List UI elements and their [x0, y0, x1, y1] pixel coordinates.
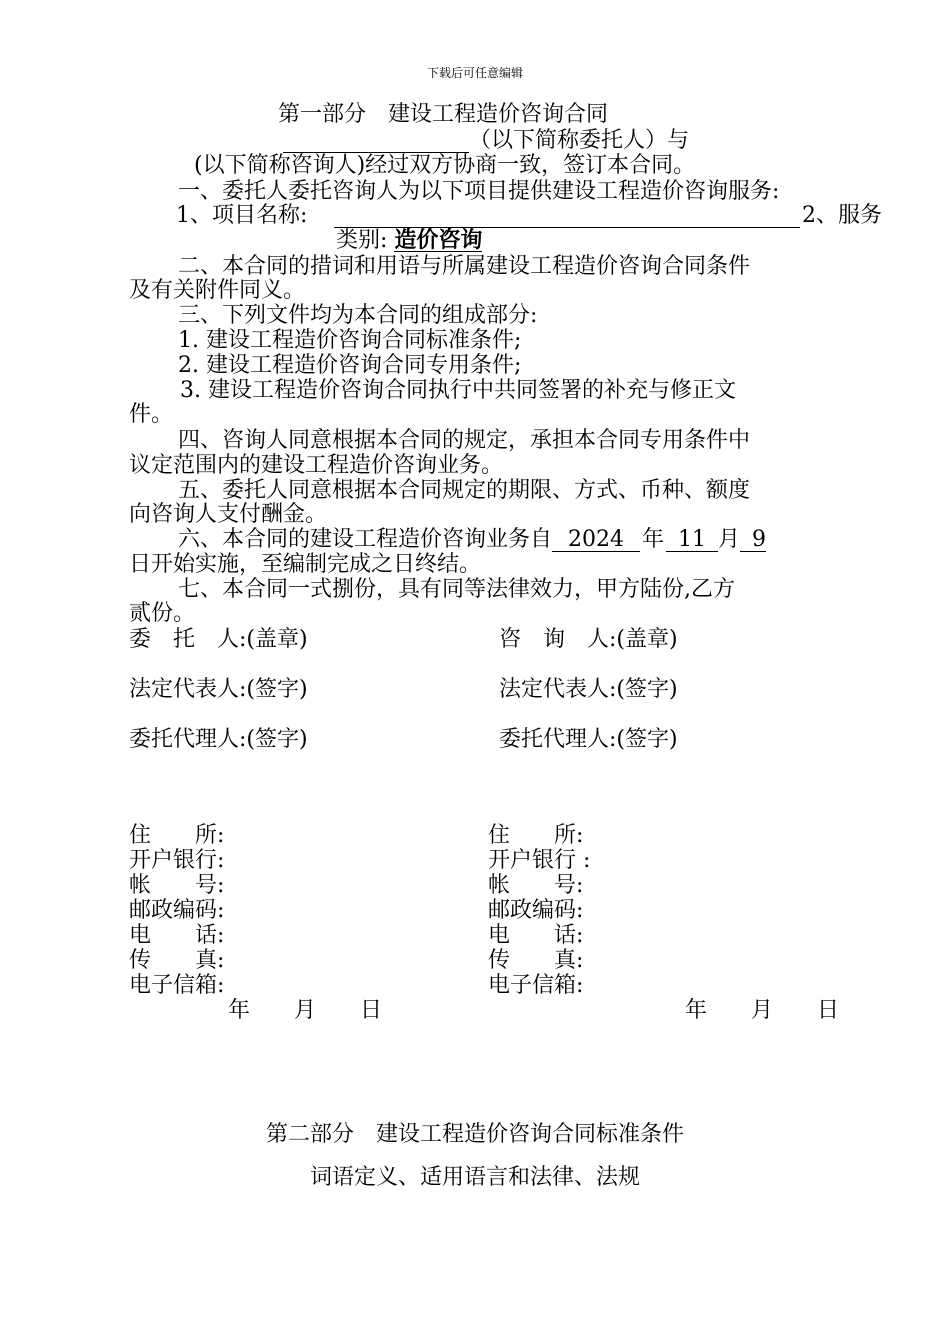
- service-item-label: 2、服务: [802, 203, 882, 228]
- service-type-value: 造价咨询: [394, 227, 483, 253]
- part2-subtitle: 词语定义、适用语言和法律、法规: [309, 1165, 640, 1190]
- clause-6-prefix: 六、本合同的建设工程造价咨询业务自: [178, 527, 553, 552]
- clause-3: 三、下列文件均为本合同的组成部分:: [178, 303, 538, 328]
- date-left: 年 月 日: [228, 998, 383, 1023]
- contact-right-postcode: 邮政编码:: [488, 898, 584, 923]
- sig-left-legal-rep: 法定代表人:(签字): [129, 677, 308, 702]
- service-type-line: [336, 228, 482, 254]
- sig-right-consultant: 咨 询 人:(盖章): [499, 627, 678, 652]
- contact-left-bank: 开户银行:: [129, 848, 225, 873]
- clause-7-line1: 七、本合同一式捌份，具有同等法律效力，甲方陆份,乙方: [178, 577, 735, 602]
- page-header: 下载后可任意编辑: [426, 66, 523, 80]
- project-name-label: 1、项目名称:: [176, 203, 308, 228]
- part1-title: 第一部分 建设工程造价咨询合同: [278, 102, 609, 127]
- clause-5-line2: 向咨询人支付酬金。: [129, 502, 328, 527]
- contact-left-phone: 电 话:: [129, 923, 225, 948]
- contact-left-postcode: 邮政编码:: [129, 898, 225, 923]
- date-right: 年 月 日: [685, 998, 840, 1023]
- contact-right-fax: 传 真:: [488, 948, 584, 973]
- start-year: 2024: [552, 529, 640, 552]
- doc-item-3-line2: 件。: [129, 402, 174, 427]
- contact-right-bank: 开户银行 :: [488, 848, 591, 873]
- clause-7-line2: 贰份。: [129, 601, 196, 626]
- clause-6-line2: 日开始实施，至编制完成之日终结。: [129, 552, 482, 577]
- year-unit: 年: [642, 527, 665, 552]
- start-day: 9: [740, 529, 766, 552]
- sig-right-agent: 委托代理人:(签字): [499, 727, 678, 752]
- contact-right-account: 帐 号:: [488, 873, 584, 898]
- service-type-label: 类别:: [336, 228, 388, 253]
- party-line: [283, 128, 689, 154]
- clause-5-line1: 五、委托人同意根据本合同规定的期限、方式、币种、额度: [178, 478, 751, 503]
- clause-2-line1: 二、本合同的措词和用语与所属建设工程造价咨询合同条件: [178, 254, 751, 279]
- sig-left-entrusting: 委 托 人:(盖章): [129, 627, 308, 652]
- clause-4-line2: 议定范围内的建设工程造价咨询业务。: [129, 453, 504, 478]
- sig-left-agent: 委托代理人:(签字): [129, 727, 308, 752]
- month-unit: 月: [718, 527, 741, 552]
- project-name-blank: [334, 203, 800, 229]
- contact-right-email: 电子信箱:: [488, 973, 584, 998]
- contact-left-account: 帐 号:: [129, 873, 225, 898]
- party-line-suffix: （以下简称委托人）与: [469, 128, 690, 153]
- contact-left-fax: 传 真:: [129, 948, 225, 973]
- agreement-line: (以下简称咨询人)经过双方协商一致，签订本合同。: [194, 153, 696, 178]
- doc-item-3-line1: 3. 建设工程造价咨询合同执行中共同签署的补充与修正文: [180, 378, 736, 403]
- contact-right-phone: 电 话:: [488, 923, 584, 948]
- start-month: 11: [666, 529, 718, 552]
- entrusting-party-blank: [283, 130, 469, 153]
- clause-4-line1: 四、咨询人同意根据本合同的规定，承担本合同专用条件中: [178, 428, 751, 453]
- contact-left-email: 电子信箱:: [129, 973, 225, 998]
- clause-6-line1: [178, 527, 766, 553]
- doc-item-1: 1. 建设工程造价咨询合同标准条件;: [178, 328, 522, 353]
- doc-item-2: 2. 建设工程造价咨询合同专用条件;: [178, 353, 522, 378]
- contact-right-address: 住 所:: [488, 823, 584, 848]
- clause-2-line2: 及有关附件同义。: [129, 278, 306, 303]
- clause-1: 一、委托人委托咨询人为以下项目提供建设工程造价咨询服务:: [178, 179, 780, 204]
- part2-title: 第二部分 建设工程造价咨询合同标准条件: [265, 1122, 684, 1147]
- sig-right-legal-rep: 法定代表人:(签字): [499, 677, 678, 702]
- contact-left-address: 住 所:: [129, 823, 225, 848]
